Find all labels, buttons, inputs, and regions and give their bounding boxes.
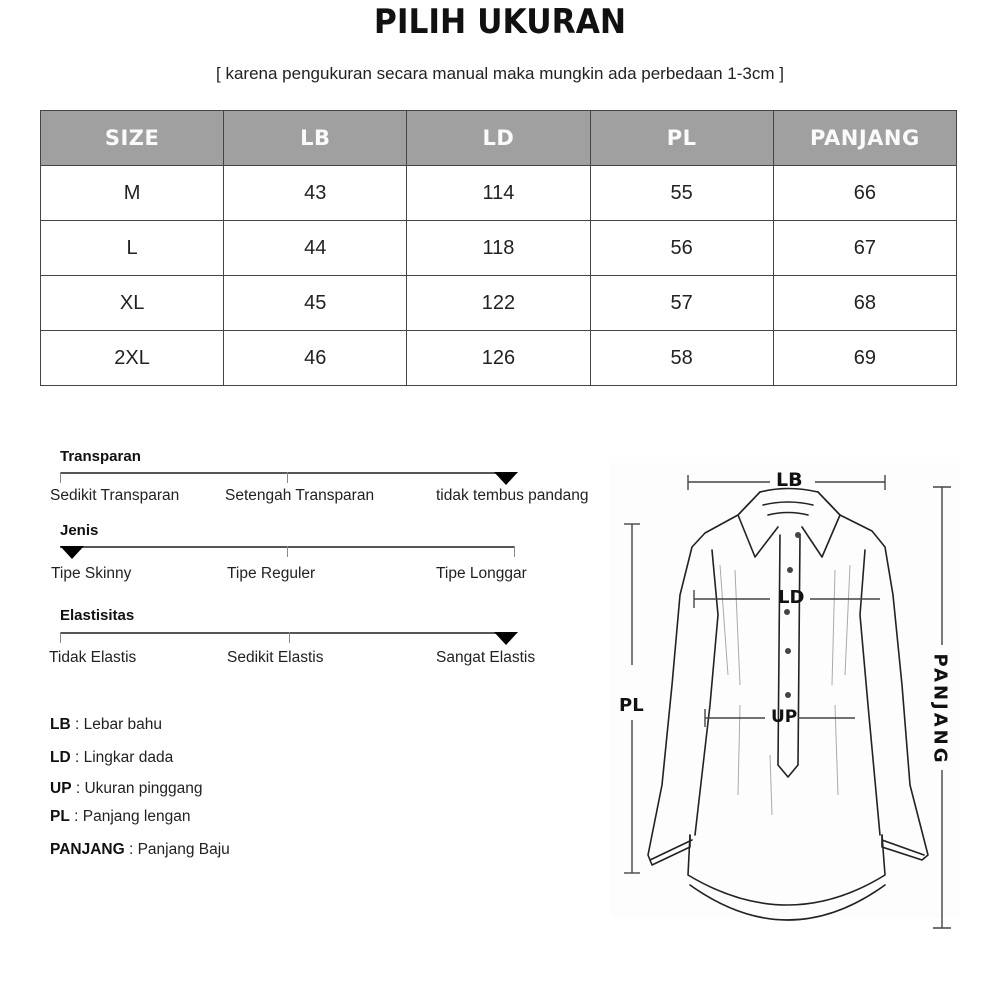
legend-abbr: PL <box>50 808 70 825</box>
legend-abbr: UP <box>50 780 72 797</box>
table-cell: 43 <box>224 166 407 221</box>
legend-item-lb <box>50 716 162 734</box>
table-cell: 114 <box>407 166 590 221</box>
diagram-label-pl: PL <box>619 695 644 716</box>
scale-label: Transparan <box>60 448 141 465</box>
selected-marker-icon <box>494 472 518 485</box>
selected-marker-icon <box>60 546 84 559</box>
legend-item-up <box>50 780 203 798</box>
size-chart-table <box>40 110 957 386</box>
table-cell: 67 <box>773 221 956 276</box>
legend-item-pl <box>50 808 190 826</box>
legend-desc: Panjang lengan <box>82 808 191 825</box>
legend-desc: Ukuran pinggang <box>84 780 203 797</box>
scale-tick <box>60 472 61 483</box>
legend-item-ld <box>50 749 173 767</box>
table-cell: 118 <box>407 221 590 276</box>
legend-item-panjang <box>50 841 230 859</box>
legend-desc: Lebar bahu <box>83 716 163 733</box>
table-cell: XL <box>41 276 224 331</box>
shirt-icon <box>610 455 970 945</box>
diagram-label-ld: LD <box>778 587 805 608</box>
table-cell: 126 <box>407 331 590 386</box>
table-cell: 46 <box>224 331 407 386</box>
table-cell: 2XL <box>41 331 224 386</box>
scale-elastisitas <box>40 607 600 671</box>
table-cell: M <box>41 166 224 221</box>
scale-option: Tidak Elastis <box>49 649 137 666</box>
scale-line <box>60 632 515 634</box>
scale-option: Sedikit Elastis <box>227 649 324 666</box>
column-header-size: SIZE <box>41 111 224 166</box>
diagram-label-up: UP <box>771 707 798 727</box>
page-title: PILIH UKURAN <box>373 2 627 42</box>
scale-label: Jenis <box>60 522 99 539</box>
legend-sep: : <box>71 780 85 797</box>
legend-desc: Lingkar dada <box>83 749 174 766</box>
scale-tick <box>289 632 290 643</box>
table-cell: 56 <box>590 221 773 276</box>
legend-sep: : <box>70 716 84 733</box>
scale-transparan <box>40 448 600 508</box>
scale-option: Sedikit Transparan <box>50 487 180 504</box>
legend-sep: : <box>69 808 83 825</box>
scale-option: Tipe Longgar <box>436 565 527 582</box>
table-cell: 68 <box>773 276 956 331</box>
table-cell: 69 <box>773 331 956 386</box>
legend-abbr: LD <box>50 749 71 766</box>
shirt-measurement-diagram <box>610 455 970 945</box>
table-row <box>41 276 957 331</box>
scale-option-selected: Tipe Skinny <box>51 565 132 582</box>
table-cell: 57 <box>590 276 773 331</box>
column-header-ld: LD <box>407 111 590 166</box>
column-header-lb: LB <box>224 111 407 166</box>
scale-tick <box>287 546 288 557</box>
scale-option-selected: tidak tembus pandang <box>436 487 589 504</box>
legend-abbr: PANJANG <box>50 841 125 858</box>
diagram-label-lb: LB <box>776 469 803 491</box>
legend-abbr: LB <box>50 716 71 733</box>
diagram-label-panjang: PANJANG <box>929 653 951 766</box>
selected-marker-icon <box>494 632 518 645</box>
scale-tick <box>287 472 288 483</box>
table-cell: 122 <box>407 276 590 331</box>
scale-option: Tipe Reguler <box>227 565 316 582</box>
table-row <box>41 166 957 221</box>
table-cell: L <box>41 221 224 276</box>
table-cell: 55 <box>590 166 773 221</box>
scale-jenis <box>40 522 600 586</box>
column-header-pl: PL <box>590 111 773 166</box>
table-row <box>41 221 957 276</box>
measurement-note: [ karena pengukuran secara manual maka mungkin ada perbedaan 1-3cm ] <box>216 64 784 83</box>
legend-sep: : <box>70 749 84 766</box>
table-header-row <box>41 111 957 166</box>
legend-sep: : <box>124 841 138 858</box>
table-cell: 45 <box>224 276 407 331</box>
scale-label: Elastisitas <box>60 607 135 624</box>
table-cell: 66 <box>773 166 956 221</box>
scale-tick <box>514 546 515 557</box>
table-cell: 58 <box>590 331 773 386</box>
scale-tick <box>60 632 61 643</box>
legend-desc: Panjang Baju <box>137 841 230 858</box>
scale-option: Setengah Transparan <box>225 487 375 504</box>
column-header-panjang: PANJANG <box>773 111 956 166</box>
scale-option-selected: Sangat Elastis <box>436 649 536 666</box>
table-row <box>41 331 957 386</box>
table-cell: 44 <box>224 221 407 276</box>
